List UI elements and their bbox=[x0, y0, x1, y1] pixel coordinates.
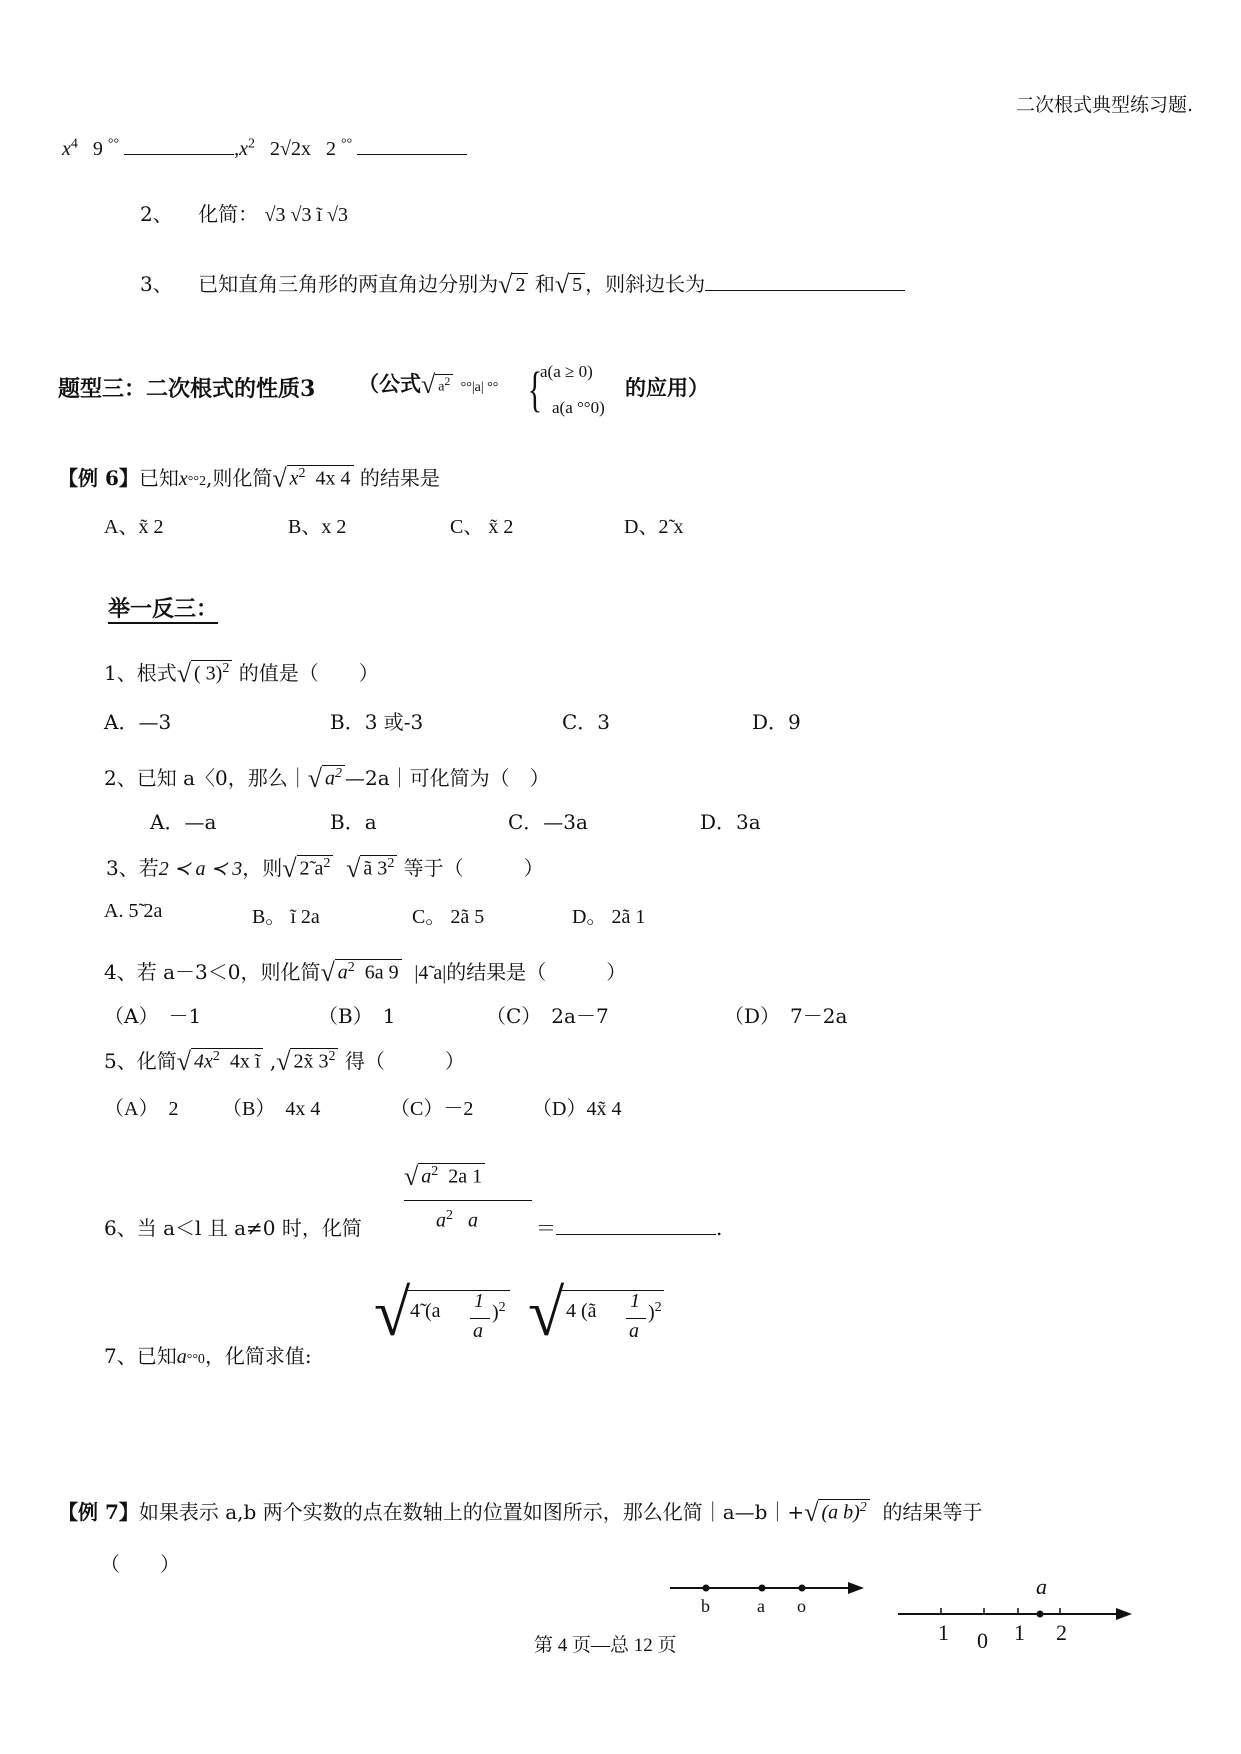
practice-q4-option-b[interactable]: （B） 1 bbox=[318, 1004, 396, 1028]
practice-q3: 3、若2 ≺ a ≺ 3，则√ 2̃ $a^2$ √ ã $3^2$ 等于（ ） bbox=[106, 854, 544, 883]
practice-q1-option-d[interactable]: D．9 bbox=[752, 710, 801, 734]
practice-q3-option-c[interactable]: C。 2ã 5 bbox=[412, 906, 485, 928]
q7-frac1-den: a bbox=[473, 1320, 483, 1342]
q7-radical-1: √ bbox=[374, 1277, 411, 1350]
example-7-answer-parens: （ ） bbox=[100, 1552, 180, 1576]
page-footer: 第 4 页—总 12 页 bbox=[534, 1635, 677, 1656]
formula-brace: { bbox=[527, 361, 543, 417]
q6-fraction-bar bbox=[404, 1200, 532, 1201]
q7-frac1-bar bbox=[470, 1318, 490, 1319]
q7-frac2-num: 1 bbox=[630, 1290, 640, 1312]
practice-q1-option-c[interactable]: C．3 bbox=[562, 710, 611, 734]
example-6: 【例 6】已知x°°2,则化简√ $x^2$ 4x 4 的结果是 bbox=[58, 464, 440, 493]
q7-radical-2: √ bbox=[528, 1277, 565, 1350]
formula: （公式√ $a^2$ °°|a| °° bbox=[358, 370, 499, 399]
question-2-top: 2、 化简： √3 √3 ĩ √3 bbox=[140, 202, 349, 226]
q7-radical-1-bar bbox=[406, 1290, 510, 1291]
q7-radical-2-close: )$^2$ bbox=[648, 1300, 662, 1324]
number-line-1 bbox=[668, 1570, 868, 1622]
q7-radical-1-close: )$^2$ bbox=[492, 1300, 506, 1324]
practice-q4-option-a[interactable]: （A） －1 bbox=[104, 1004, 202, 1028]
section-title: 题型三：二次根式的性质3 bbox=[58, 376, 316, 402]
practice-q5-option-b[interactable]: （B） 4x 4 bbox=[222, 1098, 321, 1120]
example-6-option-d[interactable]: D、2̃ x bbox=[624, 516, 684, 538]
practice-q4-option-c[interactable]: （C） 2a－7 bbox=[486, 1004, 609, 1028]
practice-q2-option-c[interactable]: C．—3a bbox=[508, 810, 588, 834]
practice-q3-option-d[interactable]: D。 2ã 1 bbox=[572, 906, 646, 928]
practice-q2-option-d[interactable]: D．3a bbox=[700, 810, 761, 834]
q7-radical-2-expr: 4 (ã bbox=[566, 1300, 597, 1322]
formula-suffix: 的应用） bbox=[625, 375, 709, 400]
question-3-top: 3、 已知直角三角形的两直角边分别为√ 2 和√ 5 ，则斜边长为 bbox=[140, 268, 905, 300]
axis2-point-a: a bbox=[1036, 1574, 1047, 1599]
page-header: 二次根式典型练习题. bbox=[1015, 94, 1193, 116]
practice-q4: 4、若 a－3＜0，则化简√ $a^2$ 6a 9 |4̃ a|的结果是（ ） bbox=[104, 958, 627, 987]
q7-radical-2-bar bbox=[560, 1290, 664, 1291]
answer-blank-hypotenuse[interactable] bbox=[705, 272, 905, 291]
practice-q5-option-c[interactable]: （C）－2 bbox=[390, 1098, 474, 1120]
q7-frac1-num: 1 bbox=[474, 1290, 484, 1312]
example-6-option-c[interactable]: C、 x̃ 2 bbox=[450, 516, 514, 538]
example-6-option-a[interactable]: A、x̃ 2 bbox=[104, 516, 164, 538]
answer-blank-1[interactable] bbox=[124, 136, 234, 155]
axis2-label-0: 0 bbox=[977, 1628, 988, 1653]
practice-q5-option-d[interactable]: （D）4x̃ 4 bbox=[532, 1098, 622, 1120]
q6-denominator: $a^2$ a bbox=[436, 1208, 478, 1232]
q7-radical-1-expr: 4̃ (a bbox=[410, 1300, 441, 1322]
practice-title: 举一反三： bbox=[108, 596, 219, 622]
practice-q4-option-d[interactable]: （D） 7－2a bbox=[724, 1004, 848, 1028]
answer-blank-q6[interactable] bbox=[556, 1216, 716, 1235]
practice-q5: 5、化简√ $4x^2$ 4x ĩ ,√ 2x̃ $3^2$ 得（ ） bbox=[104, 1047, 465, 1076]
practice-q3-option-a[interactable]: A. 5̃ 2a bbox=[104, 900, 163, 922]
practice-q1: 1、根式√ ( 3)$^2$ 的值是（ ） bbox=[104, 659, 379, 688]
q7-frac2-den: a bbox=[629, 1320, 639, 1342]
axis2-label-1: 1 bbox=[1014, 1620, 1025, 1645]
q7-frac2-bar bbox=[626, 1318, 646, 1319]
example-6-option-b[interactable]: B、x 2 bbox=[288, 516, 347, 538]
q2-expression: √3 √3 ĩ √3 bbox=[264, 204, 349, 226]
practice-q2: 2、已知 a〈0，那么｜√ $a^2$ —2a｜可化简为（ ） bbox=[104, 764, 550, 793]
answer-blank-2[interactable] bbox=[357, 136, 467, 155]
example-7: 【例 7】如果表示 a,b 两个实数的点在数轴上的位置如图所示，那么化简｜a—b｜+√ (a b)$^2$ 的结果等于 bbox=[58, 1498, 983, 1527]
practice-q2-option-b[interactable]: B．a bbox=[330, 810, 377, 834]
practice-q1-option-a[interactable]: A．—3 bbox=[104, 710, 172, 734]
q6-numerator: √ $a^2$ 2a 1 bbox=[404, 1162, 485, 1192]
axis1-label-b: b bbox=[701, 1596, 710, 1616]
practice-q3-option-b[interactable]: B。 ĩ 2a bbox=[252, 906, 320, 928]
axis2-label-2: 2 bbox=[1056, 1620, 1067, 1645]
formula-case-1: a(a ≥ 0) bbox=[540, 362, 593, 381]
practice-q2-option-a[interactable]: A．—a bbox=[150, 810, 217, 834]
axis2-label-neg1: 1 bbox=[938, 1620, 949, 1645]
practice-q7: 7、已知a°°0，化简求值: bbox=[104, 1344, 312, 1368]
q6-equals: ＝ . bbox=[536, 1216, 723, 1240]
axis1-label-a: a bbox=[757, 1596, 765, 1616]
top-line-1: $x^4$ 9 °° $,x^2$ 2√2x 2 °° bbox=[62, 136, 467, 161]
var-x: x bbox=[62, 138, 71, 160]
practice-q1-option-b[interactable]: B．3 或-3 bbox=[330, 710, 424, 734]
practice-q5-option-a[interactable]: （A） 2 bbox=[104, 1098, 179, 1120]
formula-case-2: a(a °°0) bbox=[552, 398, 605, 417]
practice-q6: 6、当 a＜l 且 a≠0 时，化简 bbox=[104, 1216, 362, 1240]
axis1-label-o: o bbox=[797, 1596, 806, 1616]
